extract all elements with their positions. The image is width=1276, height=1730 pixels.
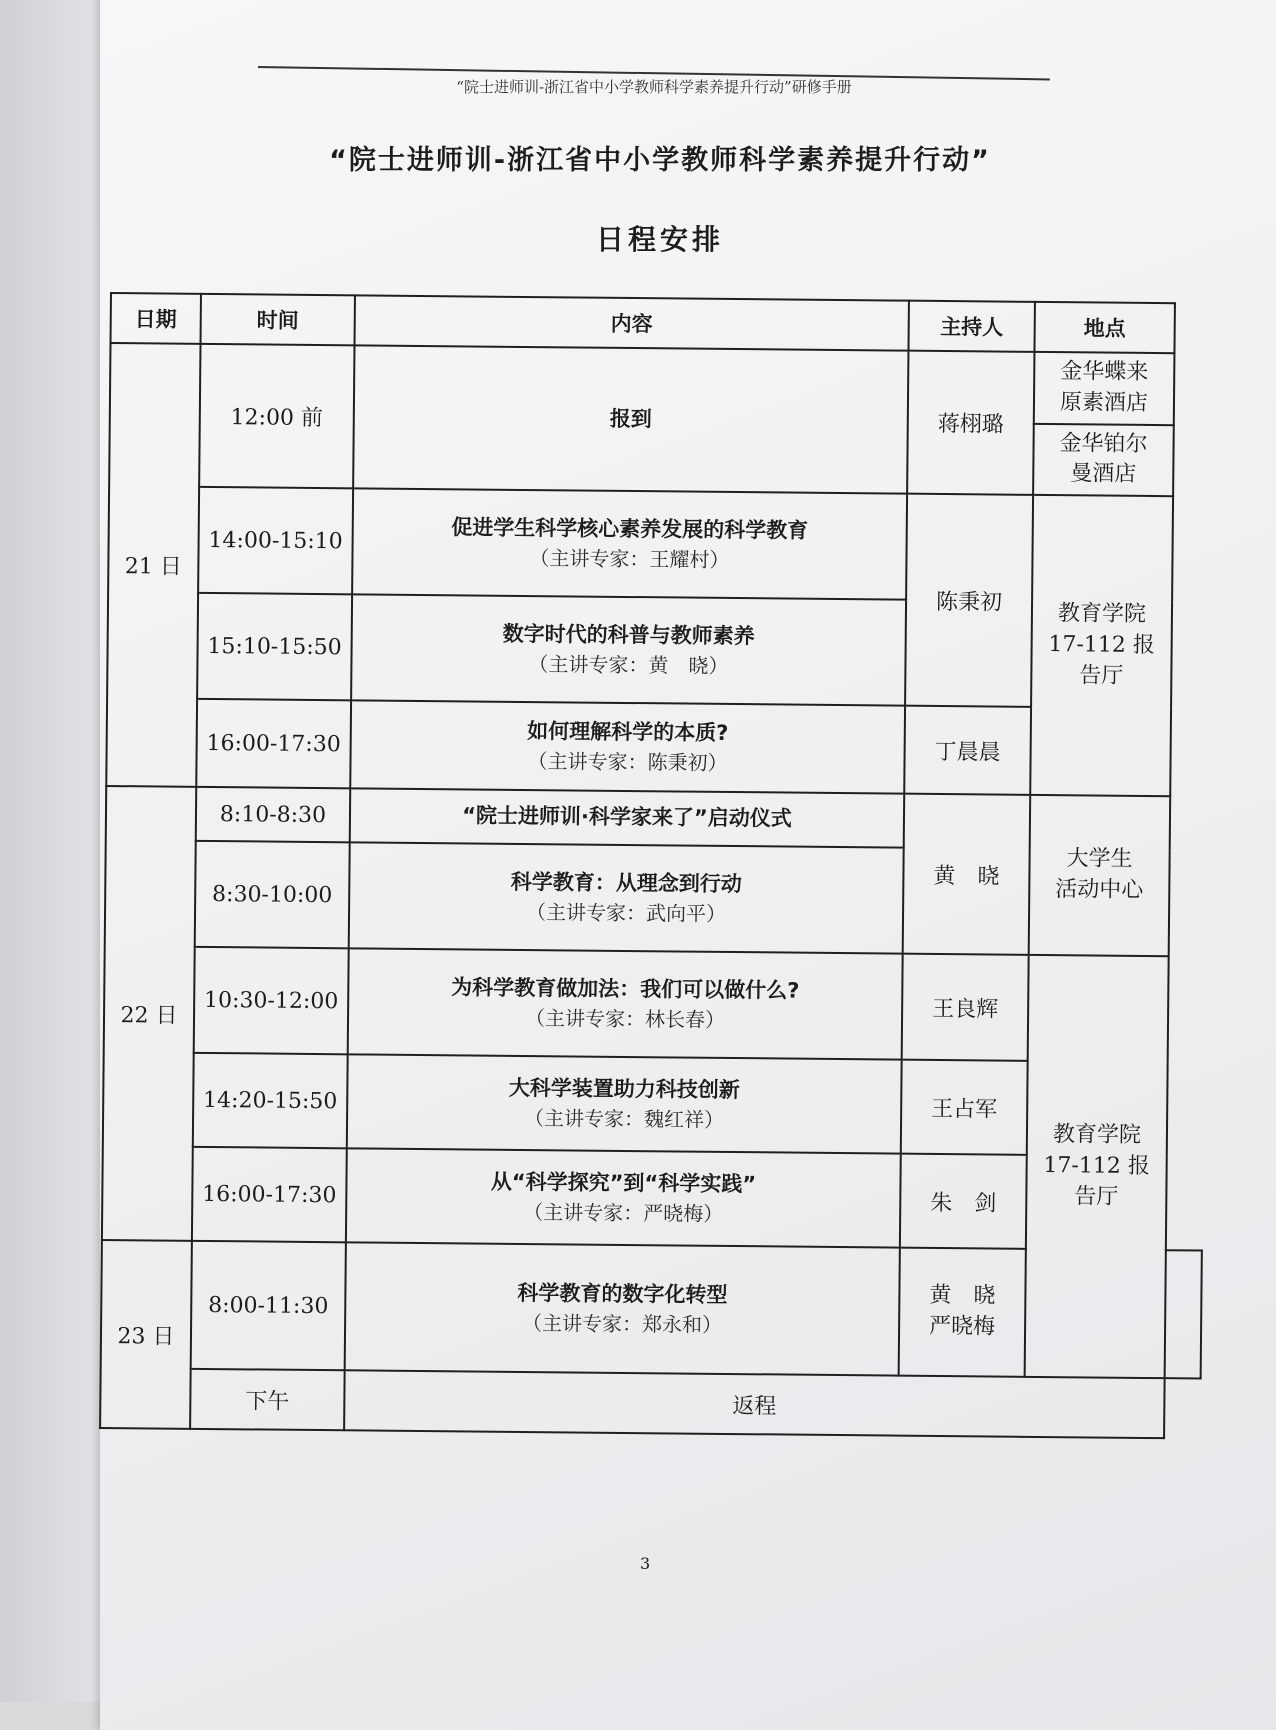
speaker: （主讲专家：魏红祥）	[523, 1105, 725, 1132]
table-row	[110, 343, 1211, 425]
time-cell: 8:10-8:30	[196, 787, 351, 842]
table-row	[100, 1368, 1201, 1439]
speaker: （主讲专家：陈秉初）	[527, 748, 728, 775]
host-cell: 陈秉初	[905, 494, 1033, 707]
time-cell: 8:00-11:30	[191, 1241, 346, 1370]
content-cell	[351, 595, 906, 706]
topic: 大科学装置助力科技创新	[508, 1076, 740, 1103]
header-time: 时间	[201, 294, 355, 345]
place-line: 金华蝶来	[1060, 359, 1149, 385]
speaker: （主讲专家：郑永和）	[522, 1310, 723, 1337]
host-cell: 蒋栩璐	[907, 351, 1034, 495]
topic: 报到	[609, 406, 652, 432]
speaker: （主讲专家：林长春）	[524, 1005, 726, 1032]
speaker: （主讲专家：王耀村）	[529, 545, 730, 572]
time-cell: 14:20-15:50	[193, 1053, 348, 1148]
topic: “院士进师训·科学家来了”启动仪式	[462, 803, 792, 832]
place-line: 告厅	[1079, 662, 1124, 689]
time-cell: 8:30-10:00	[195, 841, 350, 948]
place-cell	[1034, 352, 1175, 425]
header-date: 日期	[111, 293, 201, 344]
content-cell: 返程	[344, 1370, 1165, 1438]
page-subtitle: 日程安排	[595, 223, 724, 256]
topic: 从“科学探究”到“科学实践”	[490, 1170, 757, 1197]
page-number: 3	[640, 1554, 651, 1573]
place-line: 大学生	[1066, 846, 1133, 873]
place-line: 17-112 报	[1048, 631, 1155, 658]
table-row	[104, 946, 1205, 1063]
header-content: 内容	[354, 295, 908, 350]
speaker: （主讲专家：武向平）	[525, 899, 727, 926]
host-cell: 王良辉	[902, 954, 1029, 1061]
running-header: “院士进师训-浙江省中小学教师科学素养提升行动”研修手册	[456, 78, 852, 96]
date-cell-22: 22 日	[102, 786, 196, 1241]
place-cell	[1029, 795, 1171, 956]
table-row	[108, 486, 1209, 603]
header-host: 主持人	[908, 301, 1034, 352]
topic: 促进学生科学核心素养发展的科学教育	[451, 515, 809, 544]
place-line: 教育学院	[1057, 601, 1147, 627]
content-cell	[346, 1149, 901, 1248]
place-line: 金华铂尔	[1059, 430, 1148, 457]
content-cell	[345, 1242, 900, 1375]
place-line: 教育学院	[1052, 1122, 1142, 1148]
place-line: 原素酒店	[1059, 389, 1149, 416]
page-title: “院士进师训-浙江省中小学教师科学素养提升行动”	[329, 145, 991, 176]
time-cell: 16:00-17:30	[192, 1147, 347, 1242]
place-cell	[1033, 423, 1174, 496]
time-cell: 10:30-12:00	[194, 947, 349, 1054]
date-cell-23: 23 日	[100, 1240, 192, 1429]
left-page-edge	[0, 0, 110, 1702]
content-cell	[350, 789, 904, 848]
time-cell: 14:00-15:10	[198, 487, 353, 594]
time-cell: 12:00 前	[199, 344, 354, 489]
host-line: 黄 晓	[929, 1283, 996, 1309]
speaker: （主讲专家：黄 晓）	[528, 651, 729, 678]
time-cell: 16:00-17:30	[196, 699, 351, 788]
place-line: 告厅	[1074, 1183, 1119, 1210]
content-cell	[349, 843, 904, 954]
schedule-table	[99, 292, 1212, 1440]
content-cell	[353, 345, 908, 493]
time-cell: 15:10-15:50	[197, 593, 352, 700]
content-cell	[352, 489, 907, 600]
host-cell: 黄 晓	[903, 794, 1031, 955]
place-cell	[1025, 955, 1169, 1378]
place-line: 曼酒店	[1070, 461, 1137, 488]
topic: 数字时代的科普与教师素养	[502, 622, 755, 649]
speaker: （主讲专家：严晓梅）	[523, 1199, 724, 1226]
content-cell	[347, 1055, 902, 1154]
content-cell	[350, 701, 905, 794]
host-cell: 朱 剑	[900, 1154, 1027, 1249]
place-line: 17-112 报	[1043, 1152, 1150, 1179]
host-cell: 王占军	[901, 1060, 1028, 1155]
header-place: 地点	[1034, 302, 1174, 353]
place-cell	[1030, 495, 1173, 796]
topic: 如何理解科学的本质?	[527, 719, 729, 746]
topic: 科学教育的数字化转型	[517, 1281, 728, 1308]
schedule-table-wrapper	[99, 292, 1212, 1440]
content-cell	[348, 949, 903, 1060]
topic: 为科学教育做加法：我们可以做什么?	[451, 975, 800, 1004]
host-cell	[899, 1248, 1026, 1377]
host-line: 严晓梅	[928, 1314, 996, 1340]
place-cell-empty	[1165, 1250, 1202, 1378]
time-cell: 下午	[190, 1369, 345, 1430]
topic: 科学教育：从理念到行动	[510, 870, 742, 897]
date-cell-21: 21 日	[106, 343, 200, 787]
place-line: 活动中心	[1055, 877, 1144, 904]
host-cell: 丁晨晨	[904, 706, 1031, 795]
